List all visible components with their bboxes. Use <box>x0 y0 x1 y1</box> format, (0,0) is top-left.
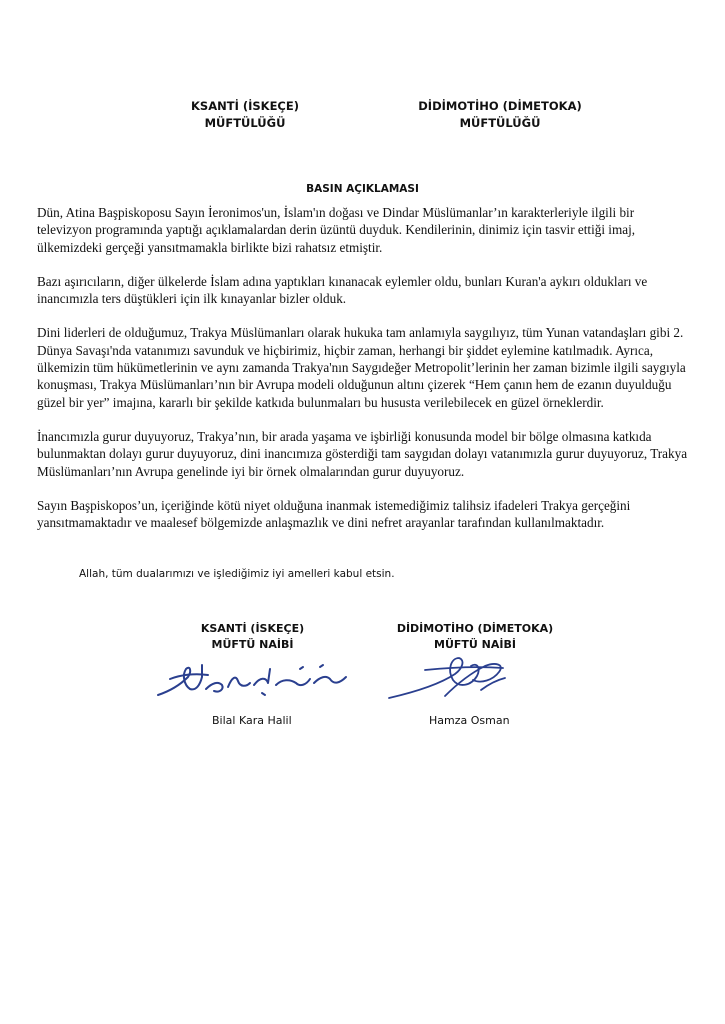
closing-prayer: Allah, tüm dualarımızı ve işlediğimiz iyi amelleri kabul etsin. <box>79 568 395 580</box>
paragraph-5: Sayın Başpiskopos’un, içeriğinde kötü niyet olduğuna inanmak istemediğimiz talihsiz ifadeleri Trakya gerçeğini yansıtmamaktadır ve maalesef bölgemizde anlaşmazlık ve dini nefret arayanlar tarafından kullanılmaktadır. <box>37 497 631 531</box>
signatory-left-title <box>195 621 310 653</box>
signatory-left-name: Bilal Kara Halil <box>212 714 292 727</box>
signature-left-image <box>150 655 360 700</box>
header-right-line2: MÜFTÜLÜĞÜ <box>459 116 541 130</box>
header-right <box>410 98 590 132</box>
header-left-line2: MÜFTÜLÜĞÜ <box>204 116 286 130</box>
signatory-left-line2: MÜFTÜ NAİBİ <box>211 638 294 651</box>
paragraph-2: Bazı aşırıcıların, diğer ülkelerde İslam adına yaptıkları kınanacak eylemler oldu, bunları Kuran'a aykırı oldukları ve inancımızla ters düştükleri için ilk kınayanlar bizler olduk. <box>37 273 648 307</box>
header-left <box>190 98 300 132</box>
document-body <box>37 204 689 531</box>
signatory-left-line1: KSANTİ (İSKEÇE) <box>200 622 305 635</box>
signatory-right-line2: MÜFTÜ NAİBİ <box>434 638 516 651</box>
paragraph-1: Dün, Atina Başpiskoposu Sayın İeronimos'un, İslam'ın doğası ve Dindar Müslümanlar’ın karakterleriyle ilgili bir televizyon programında yaptığı açıklamalardan derin üzüntü duyduk. Kendilerinin, dinimiz için tasvir ettiği imaj, ülkemizdeki gerçeği yansıtmamakla birlikte bizi rahatsız etmiştir. <box>37 205 636 255</box>
header-right-line1: DİDİMOTİHO (DİMETOKA) <box>418 99 582 113</box>
header-left-line1: KSANTİ (İSKEÇE) <box>191 99 299 113</box>
paragraph-3: Dini liderleri de olduğumuz, Trakya Müslümanları olarak hukuka tam anlamıyla saygılıyız, tüm Yunan vatandaşları gibi 2. Dünya Savaşı'nda vatanımızı savunduk ve hiçbirimiz, hiçbir zaman, herhangi bir şiddet eylemine katılmadık. Ayrıca, ülkemizin tüm hükümetlerinin ve aynı zamanda Trakya'nın Saygıdeğer Metropolit’lerinin her zaman bizimle ilgili saygıyla konuşması, Trakya Müslümanları’nın bir Avrupa modeli olduğunun altını çizerek “Hem çanın hem de ezanın duyulduğu güzel bir yer” imajına, kararlı bir şekilde katkıda bulunmaları bu hususta verilebilecek en güzel örneklerdir. <box>37 325 686 410</box>
signature-right-image <box>385 650 525 705</box>
signatory-right-title <box>395 621 555 653</box>
paragraph-4: İnancımızla gurur duyuyoruz, Trakya’nın, bir arada yaşama ve işbirliği konusunda model bir bölge olmasına katkıda bulunmaktan dolayı gurur duyuyoruz, dini inancımıza gösterdiği tam saygıdan dolayı vatanımızla gurur duyuyoruz, Trakya Müslümanları’nın Avrupa genelinde iyi bir örnek olmalarından gurur duyuyoruz. <box>37 428 688 479</box>
signatory-right-name: Hamza Osman <box>429 714 510 727</box>
signatory-right-line1: DİDİMOTİHO (DİMETOKA) <box>396 622 554 635</box>
document-title: BASIN AÇIKLAMASI <box>306 183 419 195</box>
